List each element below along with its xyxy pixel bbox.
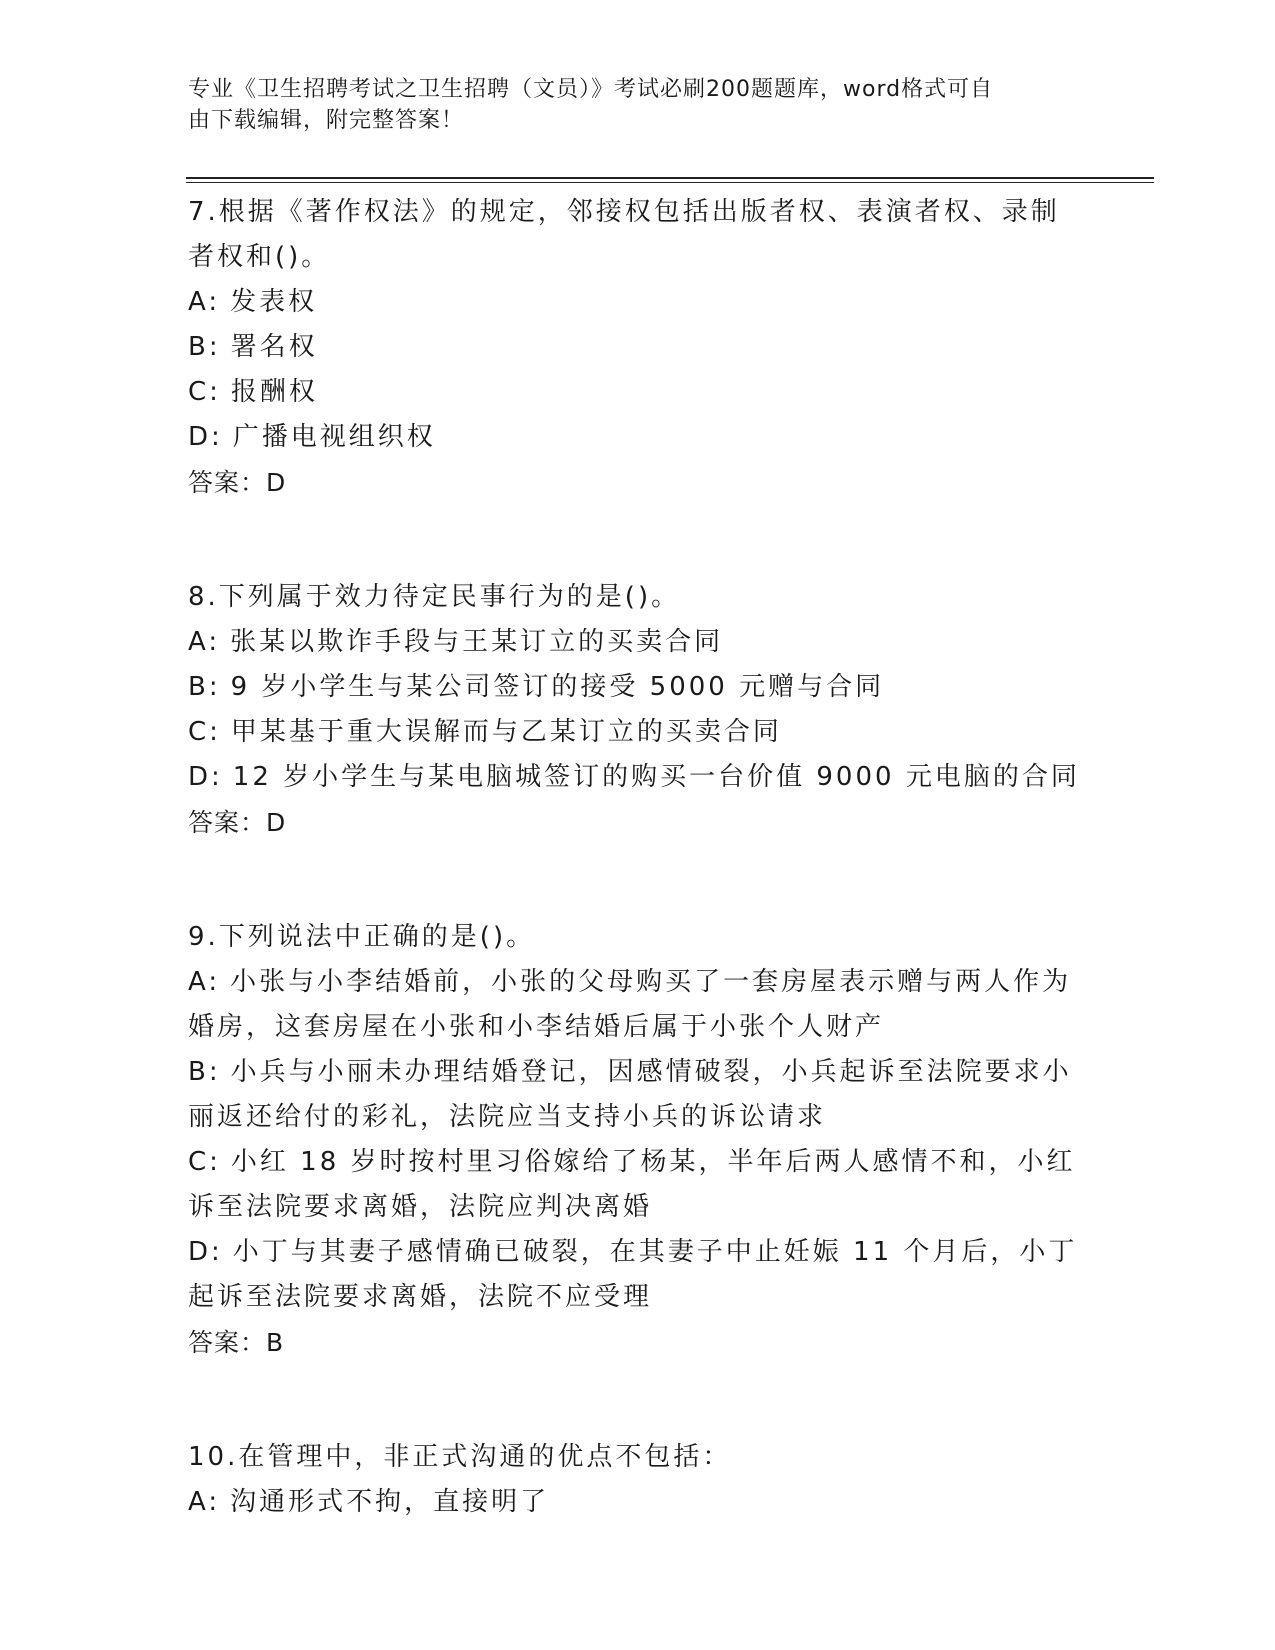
header-line-2: 由下载编辑，附完整答案！	[188, 108, 465, 133]
question-stem-line: 8.下列属于效力待定民事行为的是()。	[188, 582, 681, 612]
question-stem-line: 7.根据《著作权法》的规定，邻接权包括出版者权、表演者权、录制	[188, 197, 1060, 227]
option-text: 12 岁小学生与某电脑城签订的购买一台价值 9000 元电脑的合同	[232, 762, 1080, 792]
option-text: 报酬权	[230, 377, 318, 407]
option-text: 婚房，这套房屋在小张和小李结婚后属于小张个人财产	[188, 1012, 885, 1042]
option-text: 发表权	[230, 287, 318, 317]
option-line	[188, 280, 1088, 325]
option-line	[188, 755, 1088, 800]
option-key: D:	[188, 762, 223, 792]
option-text: 张某以欺诈手段与王某订立的买卖合同	[230, 627, 724, 657]
option-text: 小张与小李结婚前，小张的父母购买了一套房屋表示赠与两人作为	[230, 967, 1072, 997]
option-line	[188, 1275, 1088, 1320]
document-header	[188, 74, 1068, 136]
option-text: 广播电视组织权	[232, 422, 436, 452]
option-key: B:	[188, 332, 221, 362]
option-key: A:	[188, 287, 221, 317]
option-key: D:	[188, 1237, 223, 1267]
header-line-1: 专业《卫生招聘考试之卫生招聘（文员）》考试必刷200题题库，word格式可自	[188, 77, 994, 102]
option-text: 小兵与小丽未办理结婚登记，因感情破裂，小兵起诉至法院要求小	[230, 1057, 1072, 1087]
option-line	[188, 1185, 1088, 1230]
question-block	[188, 1435, 1088, 1525]
option-text: 署名权	[230, 332, 318, 362]
option-line	[188, 415, 1088, 460]
option-key: B:	[188, 1057, 221, 1087]
option-line	[188, 665, 1088, 710]
option-line	[188, 1230, 1088, 1275]
option-line	[188, 960, 1088, 1005]
question-list	[188, 190, 1088, 1525]
option-line	[188, 710, 1088, 755]
answer-line: 答案：D	[188, 468, 287, 497]
option-line	[188, 1005, 1088, 1050]
header-divider-thin	[186, 182, 1154, 183]
option-text: 沟通形式不拘，直接明了	[230, 1487, 550, 1517]
option-text: 9 岁小学生与某公司签订的接受 5000 元赠与合同	[230, 672, 885, 702]
option-key: D:	[188, 422, 223, 452]
option-text: 甲某基于重大误解而与乙某订立的买卖合同	[230, 717, 782, 747]
option-line	[188, 1050, 1088, 1095]
option-key: C:	[188, 377, 221, 407]
question-block	[188, 915, 1088, 1366]
question-stem-line: 者权和()。	[188, 242, 331, 272]
option-line	[188, 370, 1088, 415]
question-block	[188, 575, 1088, 846]
option-key: C:	[188, 717, 221, 747]
answer-line: 答案：D	[188, 808, 287, 837]
option-line	[188, 620, 1088, 665]
option-text: 小红 18 岁时按村里习俗嫁给了杨某，半年后两人感情不和，小红	[230, 1147, 1076, 1177]
option-text: 起诉至法院要求离婚，法院不应受理	[188, 1282, 653, 1312]
question-stem-line: 9.下列说法中正确的是()。	[188, 922, 536, 952]
option-line	[188, 1140, 1088, 1185]
question-block	[188, 190, 1088, 506]
option-key: A:	[188, 967, 221, 997]
option-text: 丽返还给付的彩礼，法院应当支持小兵的诉讼请求	[188, 1102, 827, 1132]
option-key: B:	[188, 672, 221, 702]
option-text: 小丁与其妻子感情确已破裂，在其妻子中止妊娠 11 个月后，小丁	[232, 1237, 1078, 1267]
option-line	[188, 325, 1088, 370]
option-key: A:	[188, 627, 221, 657]
option-key: C:	[188, 1147, 221, 1177]
answer-line: 答案：B	[188, 1328, 285, 1357]
option-line	[188, 1095, 1088, 1140]
question-stem-line: 10.在管理中，非正式沟通的优点不包括：	[188, 1442, 732, 1472]
header-divider-thick	[186, 177, 1154, 179]
option-text: 诉至法院要求离婚，法院应判决离婚	[188, 1192, 653, 1222]
option-key: A:	[188, 1487, 221, 1517]
option-line	[188, 1480, 1088, 1525]
